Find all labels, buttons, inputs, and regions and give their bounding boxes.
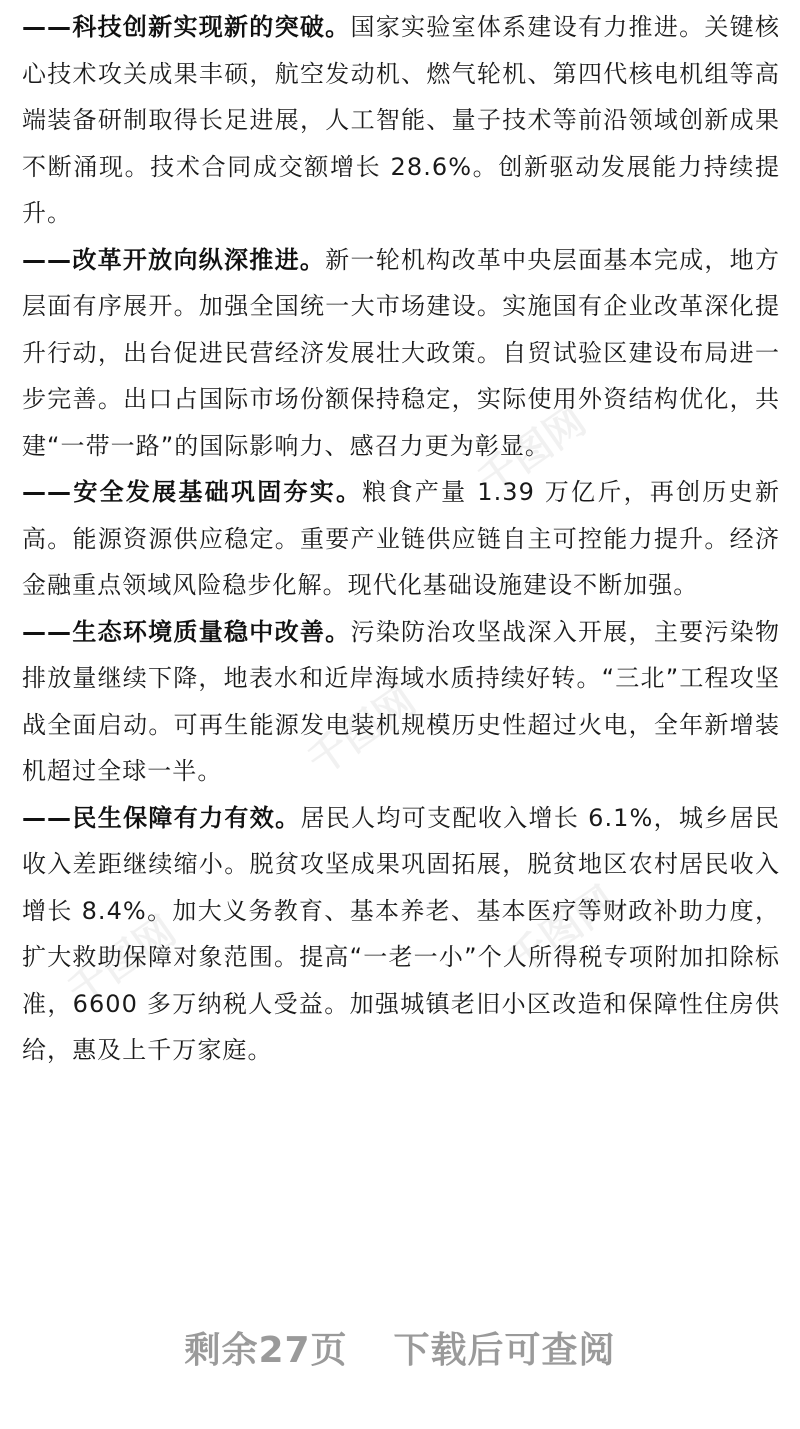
paragraph-heading: ——民生保障有力有效。: [22, 803, 301, 832]
watermark: 千图网: [499, 878, 625, 985]
paragraph-heading: ——安全发展基础巩固夯实。: [22, 478, 363, 506]
paragraph-ecology: [22, 609, 780, 795]
paragraph-heading: ——生态环境质量稳中改善。: [22, 617, 351, 646]
watermark: 千图网: [59, 908, 185, 1015]
download-prompt[interactable]: [0, 1322, 800, 1373]
watermark: 千图网: [299, 678, 425, 785]
paragraph-tech-innovation: [22, 4, 780, 237]
document-body: [22, 4, 780, 1074]
paragraph-text: 国家实验室体系建设有力推进。关键核心技术攻关成果丰硕，航空发动机、燃气轮机、第四代核电机组等高端装备研制取得长足进展，人工智能、量子技术等前沿领域创新成果不断涌现。技术合同成交额增长 28.6%。创新驱动发展能力持续提升。: [22, 13, 780, 227]
paragraph-security-development: [22, 469, 780, 609]
download-to-read-link[interactable]: 下载后可查阅: [393, 1330, 616, 1371]
paragraph-text: 粮食产量 1.39 万亿斤，再创历史新高。能源资源供应稳定。重要产业链供应链自主可控能力提升。经济金融重点领域风险稳步化解。现代化基础设施建设不断加强。: [22, 478, 780, 599]
paragraph-text: 污染防治攻坚战深入开展，主要污染物排放量继续下降，地表水和近岸海域水质持续好转。“三北”工程攻坚战全面启动。可再生能源发电装机规模历史性超过火电，全年新增装机超过全球一半。: [22, 617, 780, 785]
watermark: 千图网: [469, 398, 595, 505]
paragraph-heading: ——改革开放向纵深推进。: [22, 245, 326, 274]
paragraph-heading: ——科技创新实现新的突破。: [22, 13, 351, 41]
paragraph-text: 新一轮机构改革中央层面基本完成，地方层面有序展开。加强全国统一大市场建设。实施国有企业改革深化提升行动，出台促进民营经济发展壮大政策。自贸试验区建设布局进一步完善。出口占国际市场份额保持稳定，实际使用外资结构优化，共建“一带一路”的国际影响力、感召力更为彰显。: [22, 245, 780, 460]
remaining-pages-label: 剩余27页: [184, 1330, 348, 1371]
paragraph-text: 居民人均可支配收入增长 6.1%，城乡居民收入差距继续缩小。脱贫攻坚成果巩固拓展，脱贫地区农村居民收入增长 8.4%。加大义务教育、基本养老、基本医疗等财政补助力度，扩大救助保障对象范围。提高“一老一小”个人所得税专项附加扣除标准，6600 多万纳税人受益。加强城镇老旧小区改造和保障性住房供给，惠及上千万家庭。: [22, 803, 780, 1064]
paragraph-livelihood: [22, 795, 780, 1074]
paragraph-reform-opening: [22, 237, 780, 470]
